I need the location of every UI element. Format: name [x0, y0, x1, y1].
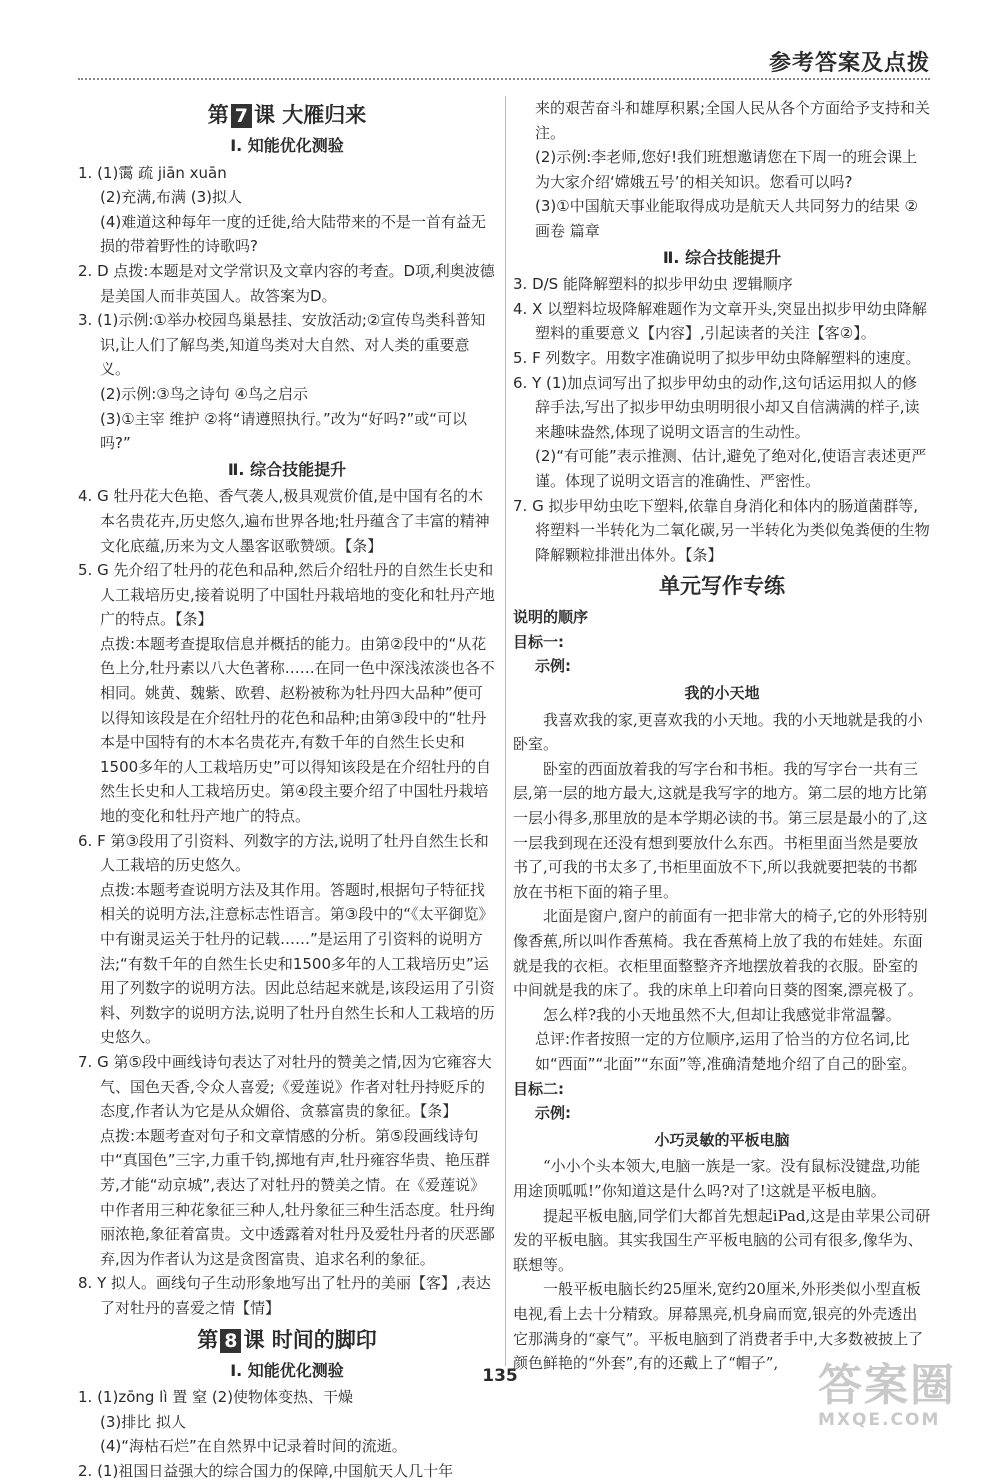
answer-5-note: 点拨:本题考查提取信息并概括的能力。由第②段中的“从花色上分,牡丹素以八大色著称……在同一色中深浅浓淡也各不相同。姚黄、魏紫、欧碧、赵粉被称为牡丹四大品种”便可以得知该段是在介绍牡丹的花色和品种;由第③段中的“牡丹本是中国特有的木本名贵花卉,有数千年的自然生长史和1500多年的人工栽培历史”可以得知该段是在介绍牡丹的自然生长史和人工栽培历史。第④段主要介绍了中国牡丹栽培地的变化和牡丹产地广的特点。 [100, 634, 495, 826]
header-title: 参考答案及点拨 [768, 51, 930, 76]
essay-1-paragraph: 北面是窗户,窗户的前面有一把非常大的椅子,它的外形特别像香蕉,所以叫作香蕉椅。我在香蕉椅上放了我的布娃娃。东面就是我的衣柜。衣柜里面整整齐齐地摆放着我的衣服。卧室的中间就是我的床了。我的床单上印着向日葵的图案,漂亮极了。 [513, 907, 928, 1000]
example-label: 示例: [535, 657, 571, 676]
essay-2-paragraph: 提起平板电脑,同学们大都首先想起iPad,这是由苹果公司研发的平板电脑。其实我国生产平板电脑的公司有很多,像华为、联想等。 [513, 1206, 931, 1274]
essay-1-comment: 总评:作者按照一定的方位顺序,运用了恰当的方位名词,比如“西面”“北面”“东面”等,准确清楚地介绍了自己的卧室。 [535, 1030, 917, 1073]
answer-8: 8. Y 拟人。画线句子生动形象地写出了牡丹的美丽【客】,表达了对牡丹的喜爱之情【情】 [78, 1274, 491, 1317]
answer-2: 2. (1)祖国日益强大的综合国力的保障,中国航天人几十年 [78, 1461, 454, 1480]
unit-writing-title: 单元写作专练 [659, 574, 785, 599]
section-heading: Ⅰ. 知能优化测验 [230, 1360, 344, 1380]
left-column [78, 96, 496, 1483]
answer-1-4: (4)难道这种每年一度的迁徙,给大陆带来的不是一首有益无损的带着野性的诗歌吗? [100, 212, 487, 256]
essay-1-paragraph: 卧室的西面放着我的写字台和书柜。我的写字台一共有三层,第一层的地方最大,这就是我写字的地方。第二层的地方比第一层小得多,那里放的是本学期必读的书。第三层是最小的了,这一层我到现在还没有想到要放什么东西。书柜里面当然是要放书了,可我的书太多了,书柜里面放不下,所以我就要把装的书都放在书柜下面的箱子里。 [513, 759, 928, 901]
essay-2-title: 小巧灵敏的平板电脑 [654, 1130, 790, 1149]
page-number: 135 [482, 1366, 518, 1386]
answer-1: 1. (1)霭 疏 jiān xuān [78, 163, 227, 182]
goal-2-label: 目标二: [513, 1079, 564, 1098]
answer-5: 5. G 先介绍了牡丹的花色和品种,然后介绍牡丹的自然生长史和人工栽培历史,接着说明了中国牡丹栽培地的变化和牡丹产地广的特点。【条】 [78, 561, 495, 629]
answer-6: 6. F 第③段用了引资料、列数字的方法,说明了牡丹自然生长和人工栽培的历史悠久。 [78, 831, 489, 875]
lesson-name: 课 时间的脚印 [243, 1327, 377, 1352]
section-heading: Ⅰ. 知能优化测验 [230, 136, 344, 155]
answer-1-2: (2)充满,布满 (3)拟人 [100, 188, 243, 207]
essay-1-paragraph: 怎么样?我的小天地虽然不大,但却让我感觉非常温馨。 [543, 1005, 901, 1024]
lesson-prefix: 第 [207, 103, 229, 127]
answer-6: 6. Y (1)加点词写出了拟步甲幼虫的动作,这句话运用拟人的修辞手法,写出了拟步甲幼虫明明很小却又自信满满的样子,读来趣味盎然,体现了说明文语言的生动性。 [513, 373, 920, 441]
lesson-7-title [78, 100, 496, 130]
answer-1-3: (3)排比 拟人 [100, 1412, 187, 1431]
essay-1-paragraph: 我喜欢我的家,更喜欢我的小天地。我的小天地就是我的小卧室。 [513, 710, 923, 754]
answer-1: 1. (1)zōng lì 置 窒 (2)使物体变热、干燥 [78, 1388, 354, 1407]
answer-7: 7. G 拟步甲幼虫吃下塑料,依靠自身消化和体内的肠道菌群等,将塑料一半转化为二氧化碳,另一半转化为类似兔粪便的生物降解颗粒排泄出体外。【条】 [513, 496, 930, 564]
answer-3-2: (2)示例:③鸟之诗句 ④鸟之启示 [100, 384, 308, 403]
answer-7-note: 点拨:本题考查对句子和文章情感的分析。第⑤段画线诗句中“真国色”三字,力重千钧,掷地有声,牡丹雍容华贵、艳压群芳,才能“动京城”,表达了对牡丹的赞美之情。在《爱莲说》中作者用三种花象征三种人,牡丹象征三种生活态度。牡丹绚丽浓艳,象征着富贵。文中透露着对牡丹及爱牡丹者的厌恶鄙弃,因为作者认为这是贪图富贵、追求名利的象征。 [100, 1126, 495, 1268]
answer-3: 3. D/S 能降解塑料的拟步甲幼虫 逻辑顺序 [513, 275, 793, 294]
lesson-name: 课 大雁归来 [253, 103, 367, 127]
answer-4: 4. X 以塑料垃圾降解难题作为文章开头,突显出拟步甲幼虫降解塑料的重要意义【内容】,引起读者的关注【客②】。 [513, 299, 927, 343]
answer-2-3: (3)①中国航天事业能取得成功是航天人共同努力的结果 ②画卷 篇章 [535, 197, 918, 240]
lesson-8-title [78, 1325, 496, 1355]
answer-6-2: (2)“有可能”表示推测、估计,避免了绝对化,使语言表述更严谨。体现了说明文语言的准确性、严密性。 [535, 447, 927, 490]
watermark-text: 答案圈 [818, 1360, 956, 1411]
answer-2: 2. D 点拨:本题是对文学常识及文章内容的考查。D项,利奥波德是美国人而非英国人。故答案为D。 [78, 261, 495, 305]
writing-topic: 说明的顺序 [513, 608, 589, 627]
answer-6-note: 点拨:本题考查说明方法及其作用。答题时,根据句子特征找相关的说明方法,注意标志性语言。第③段中的“《太平御览》中有谢灵运关于牡丹的记载……”是运用了引资料的说明方法;“有数千年的自然生长史和1500多年的人工栽培历史”运用了列数字的说明方法。因此总结起来就是,该段运用了引资料、列数字的说明方法,说明了牡丹自然生长和人工栽培的历史悠久。 [100, 880, 495, 1047]
answer-2-2: (2)示例:李老师,您好!我们班想邀请您在下周一的班会课上为大家介绍‘嫦娥五号’的相关知识。您看可以吗? [535, 148, 918, 191]
header-divider [78, 78, 930, 80]
lesson-number-badge: 7 [231, 104, 252, 128]
watermark-url: MXQE.COM [818, 1410, 941, 1430]
answer-4: 4. G 牡丹花大色艳、香气袭人,极具观赏价值,是中国有名的木本名贵花卉,历史悠久,遍布世界各地;牡丹蕴含了丰富的精神文化底蕴,历来为文人墨客讴歌赞颂。【条】 [78, 487, 490, 555]
example-label: 示例: [535, 1104, 571, 1123]
lesson-prefix: 第 [197, 1327, 219, 1352]
answer-2-cont: 来的艰苦奋斗和雄厚积累;全国人民从各个方面给予支持和关注。 [535, 99, 931, 142]
answer-7: 7. G 第⑤段中画线诗句表达了对牡丹的赞美之情,因为它雍容大气、国色天香,令众人喜爱;《爱莲说》作者对牡丹持贬斥的态度,作者认为它是从众媚俗、贪慕富贵的象征。【条】 [78, 1052, 492, 1121]
answer-5: 5. F 列数字。用数字准确说明了拟步甲幼虫降解塑料的速度。 [513, 348, 921, 367]
essay-2-paragraph: 一般平板电脑长约25厘米,宽约20厘米,外形类似小型直板电视,看上去十分精致。屏幕黑亮,机身扁而宽,银亮的外壳透出它那满身的“豪气”。平板电脑到了消费者手中,大多数被披上了颜色鲜艳的“外套”,有的还戴上了“帽子”, [513, 1280, 924, 1373]
essay-2-paragraph: “小小个头本领大,电脑一族是一家。没有鼠标没键盘,功能用途顶呱呱!”你知道这是什么吗?对了!这就是平板电脑。 [513, 1157, 921, 1200]
answer-3: 3. (1)示例:①举办校园鸟巢悬挂、安放活动;②宣传鸟类科普知识,让人们了解鸟类,知道鸟类对大自然、对人类的重要意义。 [78, 311, 486, 379]
answer-1-4: (4)“海枯石烂”在自然界中记录着时间的流逝。 [100, 1437, 407, 1456]
column-divider [505, 96, 506, 1366]
goal-1-label: 目标一: [513, 632, 564, 651]
essay-1-title: 我的小天地 [684, 684, 760, 703]
right-column [513, 96, 931, 1376]
lesson-number-badge: 8 [220, 1329, 241, 1353]
section-heading: Ⅱ. 综合技能提升 [662, 247, 782, 267]
answer-3-3: (3)①主宰 维护 ②将“请遵照执行。”改为“好吗?”或“可以吗?” [100, 409, 467, 453]
page-header [78, 40, 930, 82]
section-heading: Ⅱ. 综合技能提升 [227, 459, 347, 479]
watermark-logo [818, 1362, 978, 1440]
